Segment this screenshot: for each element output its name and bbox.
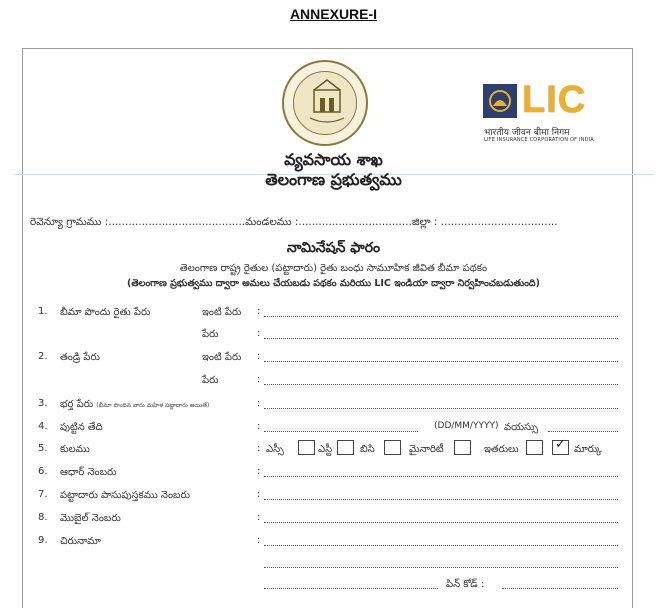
father-surname-input[interactable]	[264, 361, 618, 362]
address-input-line3[interactable]	[264, 588, 438, 589]
category-minority-label: మైనారిటీ	[409, 444, 444, 455]
field-number: 3.	[38, 398, 48, 409]
lic-english-name: LIFE INSURANCE CORPORATION OF INDIA	[484, 137, 594, 143]
category-st-checkbox[interactable]	[337, 440, 354, 455]
field-number: 8.	[38, 512, 48, 523]
lic-hindi-name: भारतीय जीवन बीमा निगम	[484, 128, 570, 138]
father-name-input[interactable]	[264, 384, 618, 385]
field-number: 2.	[38, 351, 48, 362]
field-sublabel: పేరు	[202, 329, 219, 340]
category-sc-label: ఎస్సీ	[266, 444, 284, 455]
field-number: 5.	[38, 443, 48, 454]
passbook-input[interactable]	[264, 499, 618, 500]
field-father-name: పేరు :	[38, 374, 618, 392]
date-format-label: (DD/MM/YYYY)	[434, 421, 499, 431]
field-label: బీమా పొందు రైతు పేరు	[60, 307, 151, 318]
field-label: పుట్టిన తేది	[60, 422, 103, 433]
field-label: చిరునామా	[60, 536, 101, 547]
field-caste: 5. కులము : ఎస్సీ ఎస్టీ బిసి మైనారిటీ ఇతరులు ✓ మార్కు	[38, 437, 602, 455]
aadhaar-input[interactable]	[264, 476, 618, 477]
revenue-village-row[interactable]: రెవెన్యూ గ్రామము :.........................................మండలము :..................................జిల్లా : ...................................	[30, 216, 558, 228]
field-sublabel: ఇంటి పేరు	[202, 307, 242, 318]
field-number: 7.	[38, 489, 48, 500]
field-father-surname: 2. తండ్రి పేరు ఇంటి పేరు :	[38, 351, 618, 369]
mobile-input[interactable]	[264, 522, 618, 523]
category-others-checkbox[interactable]	[526, 440, 543, 455]
field-label: భర్త పేరు	[60, 399, 94, 410]
field-mobile: 8. మొబైల్ నెంబరు :	[38, 512, 618, 530]
seal-emblem-icon	[284, 62, 370, 148]
annexure-title: ANNEXURE-I	[289, 6, 378, 22]
category-sc-checkbox[interactable]	[298, 440, 315, 455]
telangana-seal-logo	[282, 60, 368, 146]
field-label: ఆధార్ నెంబరు	[60, 467, 117, 478]
field-number: 1.	[38, 306, 48, 317]
category-bc-label: బిసి	[360, 444, 375, 455]
farmer-name-input[interactable]	[264, 338, 618, 339]
field-address: 9. చిరునామా :	[38, 535, 618, 553]
field-label: కులము	[60, 444, 90, 455]
category-st-label: ఎస్టీ	[318, 444, 333, 455]
field-label: తండ్రి పేరు	[60, 352, 100, 363]
field-husband-name: 3. భర్త పేరు (బీమా పొందిన వారు మహిళ పట్టాదారు అయితే) :	[38, 398, 618, 416]
pincode-label: పిన్ కోడ్ :	[446, 579, 485, 590]
address-input-line2[interactable]	[264, 567, 618, 568]
age-input[interactable]	[548, 431, 618, 432]
category-minority-checkbox[interactable]	[454, 440, 471, 455]
field-farmer-surname: 1. బీమా పొందు రైతు పేరు ఇంటి పేరు :	[38, 306, 618, 324]
field-date-of-birth: 4. పుట్టిన తేది : (DD/MM/YYYY) వయస్సు	[38, 421, 618, 439]
dob-input[interactable]	[264, 431, 418, 432]
lic-emblem-icon	[483, 84, 517, 118]
address-input-line1[interactable]	[264, 545, 618, 546]
lic-logo-text: LIC	[522, 79, 587, 121]
field-label: పట్టాదారు పాసుపుస్తకము నెంబరు	[60, 490, 190, 501]
pincode-input[interactable]	[502, 588, 618, 589]
field-sublabel: ఇంటి పేరు	[202, 352, 242, 363]
mark-label: మార్కు	[574, 444, 602, 455]
field-aadhaar: 6. ఆధార్ నెంబరు :	[38, 466, 618, 484]
check-icon: ✓	[555, 437, 566, 452]
category-bc-checkbox[interactable]	[384, 440, 401, 455]
government-name: తెలంగాణ ప్రభుత్వము	[265, 170, 402, 189]
scheme-title: తెలంగాణ రాష్ట్ర రైతుల (పట్టాదారు) రైతు బంధు సామూహిక జీవిత బీమా పథకం	[179, 263, 488, 274]
field-number: 4.	[38, 421, 48, 432]
field-label: మొబైల్ నెంబరు	[60, 513, 121, 524]
age-label: వయస్సు	[504, 422, 539, 433]
field-address-line2	[38, 557, 618, 575]
field-pincode	[38, 578, 618, 596]
field-note: (బీమా పొందిన వారు మహిళ పట్టాదారు అయితే)	[96, 402, 210, 409]
department-name: వ్యవసాయ శాఖ	[284, 150, 383, 169]
scheme-subtitle: (తెలంగాణ ప్రభుత్వము ద్వారా అమలు చేయబడు పథకం మరియు LIC ఇండియా ద్వారా నిర్వహించబడుతుంది)	[126, 278, 540, 289]
field-number: 9.	[38, 535, 48, 546]
field-farmer-name: పేరు :	[38, 328, 618, 346]
field-sublabel: పేరు	[202, 375, 219, 386]
category-others-label: ఇతరులు	[484, 444, 519, 455]
field-passbook: 7. పట్టాదారు పాసుపుస్తకము నెంబరు :	[38, 489, 618, 507]
form-title: నామినేషన్ ఫారం	[286, 240, 381, 256]
husband-name-input[interactable]	[264, 408, 618, 409]
mark-checkbox[interactable]	[552, 437, 569, 455]
farmer-surname-input[interactable]	[264, 316, 618, 317]
field-number: 6.	[38, 466, 48, 477]
